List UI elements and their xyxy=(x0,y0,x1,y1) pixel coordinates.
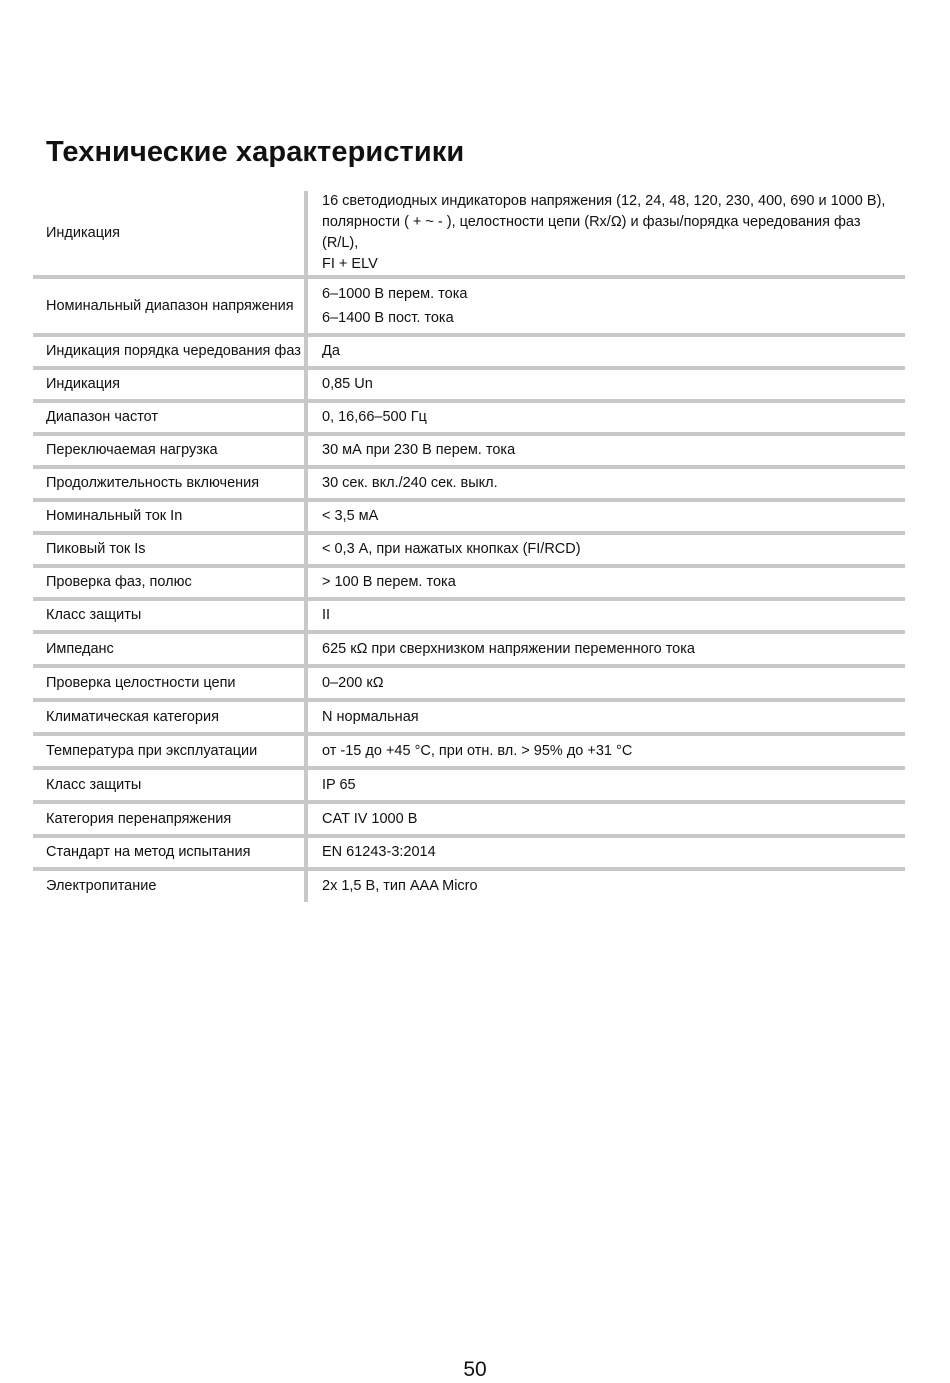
spec-value xyxy=(306,836,905,869)
spec-value-line: 16 светодиодных индикаторов напряжения (12, 24, 48, 120, 230, 400, 690 и 1000 В), xyxy=(322,193,886,209)
spec-value-line: 30 мА при 230 В перем. тока xyxy=(322,442,516,458)
spec-value xyxy=(306,802,905,836)
spec-value xyxy=(306,869,905,902)
page-title: Технические характеристики xyxy=(46,136,465,168)
spec-label: Индикация xyxy=(33,368,306,401)
spec-value xyxy=(306,700,905,734)
spec-value-line: FI + ELV xyxy=(322,256,378,272)
spec-row xyxy=(33,836,905,869)
spec-row xyxy=(33,335,905,368)
spec-row xyxy=(33,632,905,666)
spec-value-line: EN 61243-3:2014 xyxy=(322,844,436,860)
spec-label: Электропитание xyxy=(33,869,306,902)
spec-value xyxy=(306,277,905,335)
spec-value-line: CAT IV 1000 В xyxy=(322,810,418,827)
spec-label: Проверка фаз, полюс xyxy=(33,566,306,599)
spec-value-line: от -15 до +45 °C, при отн. вл. > 95% до +31 °C xyxy=(322,742,633,759)
spec-label: Импеданс xyxy=(33,632,306,666)
spec-value xyxy=(306,335,905,368)
spec-value-line: < 0,3 А, при нажатых кнопках (FI/RCD) xyxy=(322,541,581,557)
spec-row xyxy=(33,191,905,277)
spec-label: Климатическая категория xyxy=(33,700,306,734)
spec-row xyxy=(33,277,905,335)
spec-value xyxy=(306,500,905,533)
spec-value-line: Да xyxy=(322,343,340,359)
spec-label: Стандарт на метод испытания xyxy=(33,836,306,869)
specifications-table xyxy=(33,191,905,902)
spec-value-line: 6–1400 В пост. тока xyxy=(322,310,454,326)
spec-row xyxy=(33,768,905,802)
spec-value xyxy=(306,632,905,666)
spec-label: Пиковый ток Is xyxy=(33,533,306,566)
spec-value-line: > 100 В перем. тока xyxy=(322,574,456,590)
spec-row xyxy=(33,401,905,434)
spec-value xyxy=(306,666,905,700)
spec-row xyxy=(33,666,905,700)
page-number: 50 xyxy=(463,1358,487,1381)
spec-label: Индикация порядка чередования фаз xyxy=(33,335,306,368)
spec-row xyxy=(33,599,905,632)
spec-label: Переключаемая нагрузка xyxy=(33,434,306,467)
spec-value xyxy=(306,191,905,277)
spec-value-line: N нормальная xyxy=(322,708,419,725)
spec-value-line: 2x 1,5 В, тип AAA Micro xyxy=(322,878,478,894)
spec-label: Номинальный диапазон напряжения xyxy=(33,277,306,335)
spec-label: Продолжительность включения xyxy=(33,467,306,500)
spec-value-line: II xyxy=(322,607,331,623)
spec-value-line: 30 сек. вкл./240 сек. выкл. xyxy=(322,475,498,491)
spec-value xyxy=(306,768,905,802)
spec-value-line: IP 65 xyxy=(322,776,356,793)
specifications-table-body xyxy=(33,191,905,902)
spec-row xyxy=(33,434,905,467)
spec-value xyxy=(306,434,905,467)
spec-row xyxy=(33,566,905,599)
spec-label: Класс защиты xyxy=(33,599,306,632)
spec-row xyxy=(33,533,905,566)
spec-value xyxy=(306,368,905,401)
spec-value-line: 6–1000 В перем. тока xyxy=(322,286,468,302)
spec-row xyxy=(33,734,905,768)
spec-value-line: 625 кΩ при сверхнизком напряжении переменного тока xyxy=(322,640,695,657)
spec-value xyxy=(306,401,905,434)
spec-value xyxy=(306,467,905,500)
spec-value xyxy=(306,566,905,599)
spec-label: Номинальный ток In xyxy=(33,500,306,533)
spec-label: Класс защиты xyxy=(33,768,306,802)
spec-value-line: 0,85 Un xyxy=(322,376,373,392)
spec-value-line: полярности ( + ~ - ), целостности цепи (Rx/Ω) и фазы/порядка чередования фаз (R/L), xyxy=(322,214,861,251)
spec-value xyxy=(306,533,905,566)
spec-row xyxy=(33,802,905,836)
spec-row xyxy=(33,368,905,401)
spec-row xyxy=(33,467,905,500)
spec-row xyxy=(33,869,905,902)
spec-label: Диапазон частот xyxy=(33,401,306,434)
spec-value-line: < 3,5 мА xyxy=(322,508,379,524)
spec-label: Проверка целостности цепи xyxy=(33,666,306,700)
spec-row xyxy=(33,700,905,734)
spec-label: Индикация xyxy=(33,191,306,277)
spec-row xyxy=(33,500,905,533)
spec-label: Температура при эксплуатации xyxy=(33,734,306,768)
spec-label: Категория перенапряжения xyxy=(33,802,306,836)
spec-value xyxy=(306,734,905,768)
spec-value-line: 0–200 кΩ xyxy=(322,674,384,691)
spec-value-line: 0, 16,66–500 Гц xyxy=(322,409,427,425)
spec-value xyxy=(306,599,905,632)
